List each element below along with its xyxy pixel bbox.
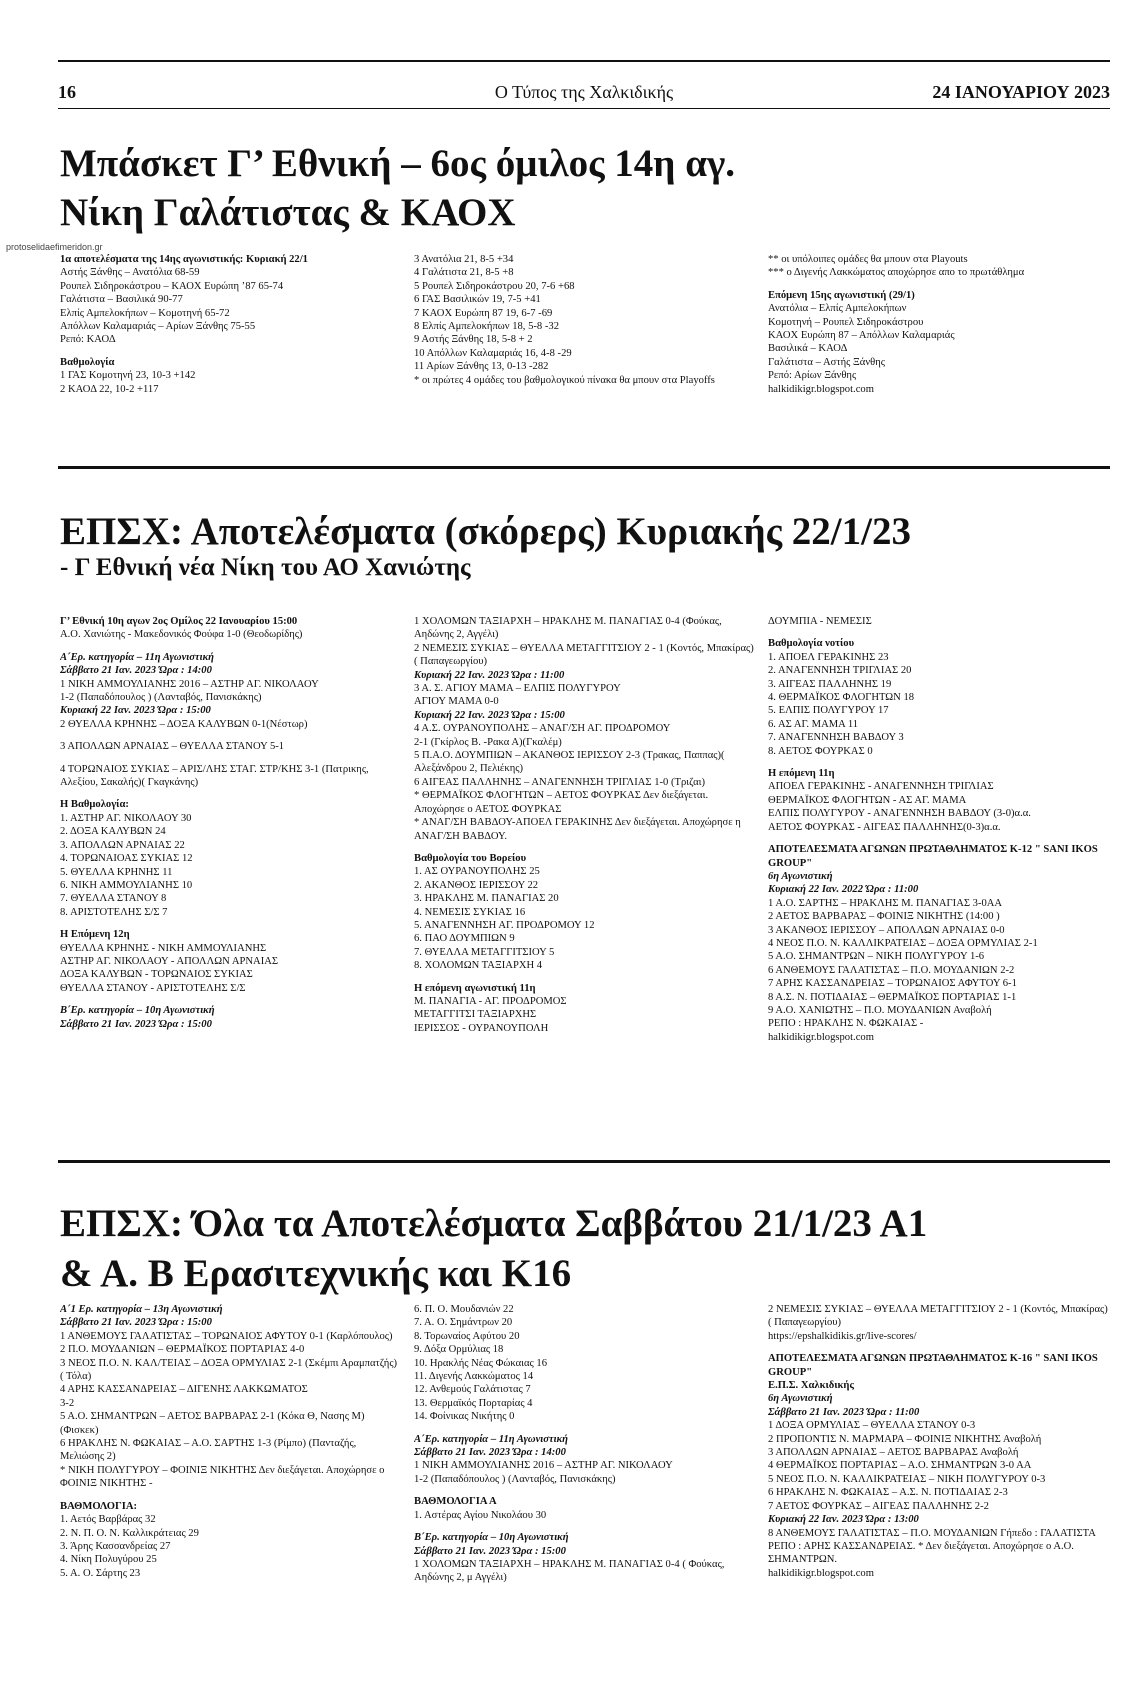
section1-title-line2: Νίκη Γαλάτιστας & ΚΑΟΧ	[60, 191, 516, 234]
column-line: 4. ΝΕΜΕΣΙΣ ΣΥΚΙΑΣ 16	[414, 906, 526, 918]
column-line: 6 ΑΙΓΕΑΣ ΠΑΛΛΗΝΗΣ – ΑΝΑΓΕΝΝΗΣΗ ΤΡΙΓΛΙΑΣ 1-0 (Τριζαι)	[414, 776, 706, 788]
column-heading: ΑΠΟΤΕΛΕΣΜΑΤΑ ΑΓΩΝΩΝ ΠΡΩΤΑΘΛΗΜΑΤΟΣ Κ-12 " SANI IKOS GROUP"	[768, 844, 1098, 869]
column-line: 8. Τορωναίος Αφύτου 20	[414, 1330, 520, 1342]
column-line: 1 ΝΙΚΗ ΑΜΜΟΥΛΙΑΝΗΣ 2016 – ΑΣΤΗΡ ΑΓ. ΝΙΚΟΛΑΟΥ	[414, 1460, 673, 1472]
column-line: 1. ΑΣ ΟΥΡΑΝΟΥΠΟΛΗΣ 25	[414, 866, 540, 878]
column-line: 8 Ελπίς Αμπελοκήπων 18, 5-8 -32	[414, 321, 559, 333]
spacer	[60, 995, 400, 1004]
column-heading: Σάββατο 21 Ιαν. 2023 Ώρα : 15:00	[60, 1317, 212, 1329]
column-line: halkidikigr.blogspot.com	[768, 1567, 874, 1579]
spacer	[768, 628, 1108, 637]
section2-title: ΕΠΣΧ: Αποτελέσματα (σκόρερς) Κυριακής 22/1/23	[60, 510, 911, 553]
column-line: Α.Ο. Χανιώτης - Μακεδονικός Φούφα 1-0 (Θεοδωρίδης)	[60, 629, 303, 641]
column-line: 2 ΘΥΕΛΛΑ ΚΡΗΝΗΣ – ΔΟΞΑ ΚΑΛΥΒΩΝ 0-1(Νέστωρ)	[60, 718, 308, 730]
column-heading: Κυριακή 22 Ιαν. 2022 Ώρα : 11:00	[768, 884, 919, 896]
column-line: ΑΓΙΟΥ ΜΑΜΑ 0-0	[414, 696, 499, 708]
column-heading: Η επόμενη αγωνιστική 11η	[414, 982, 536, 994]
spacer	[60, 731, 400, 740]
column-line: ΔΟΥΜΠΙΑ - ΝΕΜΕΣΙΣ	[768, 616, 872, 627]
spacer	[414, 1424, 754, 1433]
column-line: 9 Αστής Ξάνθης 18, 5-8 + 2	[414, 334, 533, 346]
column-line: 2 ΠΡΟΠΟΝΤΙΣ Ν. ΜΑΡΜΑΡΑ – ΦΟΙΝΙΞ ΝΙΚΗΤΗΣ Αναβολή	[768, 1433, 1042, 1445]
column-line: 1 ΧΟΛΟΜΩΝ ΤΑΞΙΑΡΧΗ – ΗΡΑΚΛΗΣ Μ. ΠΑΝΑΓΙΑΣ 0-4 (Φούκας, Αηδώνης 2, Αγγέλι)	[414, 616, 722, 641]
column-heading: 6η Αγωνιστική	[768, 1393, 833, 1405]
column-heading: Επόμενη 15ης αγωνιστική (29/1)	[768, 289, 915, 301]
column-line: 7. ΘΥΕΛΛΑ ΣΤΑΝΟΥ 8	[60, 893, 167, 905]
column-line: Αστής Ξάνθης – Ανατόλια 68-59	[60, 267, 200, 279]
issue-date: 24 ΙΑΝΟΥΑΡΙΟΥ 2023	[932, 82, 1110, 102]
spacer	[60, 642, 400, 651]
column-line: 1. ΑΣΤΗΡ ΑΓ. ΝΙΚΟΛΑΟΥ 30	[60, 812, 192, 824]
watermark: protoselidaefimeridon.gr	[6, 242, 103, 252]
section2-col3	[768, 615, 1108, 1044]
column-heading: Κυριακή 22 Ιαν. 2023 Ώρα : 15:00	[60, 705, 211, 717]
column-line: 4 Γαλάτιστα 21, 8-5 +8	[414, 267, 514, 279]
column-heading: Β΄Ερ. κατηγορία – 10η Αγωνιστική	[60, 1005, 215, 1017]
spacer	[414, 1486, 754, 1495]
column-line: *** ο Διγενής Λακκώματος αποχώρησε απο το πρωτάθλημα	[768, 267, 1025, 279]
column-line: 14. Φοίνικας Νικήτης 0	[414, 1411, 515, 1423]
column-line: ΚΑΟΧ Ευρώπη 87 – Απόλλων Καλαμαριάς	[768, 330, 955, 342]
column-heading: Η επόμενη 11η	[768, 768, 835, 780]
column-line: 2. ΑΚΑΝΘΟΣ ΙΕΡΙΣΣΟΥ 22	[414, 879, 539, 891]
column-line: 1 ΑΝΘΕΜΟΥΣ ΓΑΛΑΤΙΣΤΑΣ – ΤΟΡΩΝΑΙΟΣ ΑΦΥΤΟΥ 0-1 (Καρλόπουλος)	[60, 1330, 393, 1342]
column-line: 10. Ηρακλής Νέας Φώκαιας 16	[414, 1357, 547, 1369]
column-line: * ΘΕΡΜΑΪΚΟΣ ΦΛΟΓΗΤΩΝ – ΑΕΤΟΣ ΦΟΥΡΚΑΣ Δεν διεξάγεται. Αποχώρησε ο ΑΕΤΟΣ ΦΟΥΡΚΑΣ	[414, 790, 709, 815]
section3-col2	[414, 1303, 754, 1585]
spacer	[60, 754, 400, 763]
column-line: 3 Ανατόλια 21, 8-5 +34	[414, 254, 514, 265]
column-heading: Η Επόμενη 12η	[60, 929, 130, 941]
column-line: Γαλάτιστα – Βασιλικά 90-77	[60, 294, 183, 306]
column-line: ΕΛΠΙΣ ΠΟΛΥΓΥΡΟΥ - ΑΝΑΓΕΝΝΗΣΗ ΒΑΒΔΟΥ (3-0)α.α.	[768, 808, 1031, 820]
column-line: 5. ΘΥΕΛΛΑ ΚΡΗΝΗΣ 11	[60, 866, 173, 878]
header-rule	[58, 108, 1110, 109]
column-line: 3 ΑΚΑΝΘΟΣ ΙΕΡΙΣΣΟΥ – ΑΠΟΛΛΩΝ ΑΡΝΑΙΑΣ 0-0	[768, 924, 1005, 936]
column-line: 1 ΓΑΣ Κομοτηνή 23, 10-3 +142	[60, 370, 196, 382]
section2-rule	[58, 1160, 1110, 1163]
column-line: ΙΕΡΙΣΣΟΣ - ΟΥΡΑΝΟΥΠΟΛΗ	[414, 1022, 549, 1034]
column-line: ** οι υπόλοιπες ομάδες θα μπουν στα Playouts	[768, 254, 968, 265]
column-line: 6. ΝΙΚΗ ΑΜΜΟΥΛΙΑΝΗΣ 10	[60, 879, 193, 891]
section1-col3	[768, 253, 1108, 396]
section1-col2	[414, 253, 754, 387]
column-heading: Σάββατο 21 Ιαν. 2023 Ώρα : 15:00	[60, 1018, 212, 1030]
column-line: ΑΣΤΗΡ ΑΓ. ΝΙΚΟΛΑΟΥ - ΑΠΟΛΛΩΝ ΑΡΝΑΙΑΣ	[60, 955, 279, 967]
section3-title-line2: & Α. Β Ερασιτεχνικής και Κ16	[60, 1252, 572, 1295]
column-line: 6 ΗΡΑΚΛΗΣ Ν. ΦΩΚΑΙΑΣ – Α.Σ. Ν. ΠΟΤΙΔΑΙΑΣ 2-3	[768, 1487, 1008, 1499]
column-line: * ΝΙΚΗ ΠΟΛΥΓΥΡΟΥ – ΦΟΙΝΙΞ ΝΙΚΗΤΗΣ Δεν διεξάγεται. Αποχώρησε ο ΦΟΙΝΙΞ ΝΙΚΗΤΗΣ -	[60, 1464, 385, 1490]
top-rule	[58, 60, 1110, 62]
column-line: 4 Α.Σ. ΟΥΡΑΝΟΥΠΟΛΗΣ – ΑΝΑΓ/ΣΗ ΑΓ. ΠΡΟΔΡΟΜΟΥ	[414, 723, 671, 735]
column-line: 13. Θερμαϊκός Πορταρίας 4	[414, 1397, 533, 1409]
column-line: 4 ΝΕΟΣ Π.Ο. Ν. ΚΑΛΛΙΚΡΑΤΕΙΑΣ – ΔΟΞΑ ΟΡΜΥΛΙΑΣ 2-1	[768, 937, 1038, 949]
column-line: ΡΕΠΟ : ΑΡΗΣ ΚΑΣΣΑΝΔΡΕΙΑΣ. * Δεν διεξάγεται. Αποχώρησε ο Α.Ο. ΣΗΜΑΝΤΡΩΝ.	[768, 1540, 1074, 1566]
column-line: 4. Νίκη Πολυγύρου 25	[60, 1554, 157, 1566]
column-line: Ελπίς Αμπελοκήπων – Κομοτηνή 65-72	[60, 307, 230, 319]
column-line: 1 ΧΟΛΟΜΩΝ ΤΑΞΙΑΡΧΗ – ΗΡΑΚΛΗΣ Μ. ΠΑΝΑΓΙΑΣ 0-4 ( Φούκας, Αηδώνης 2, μ Αγγέλι)	[414, 1558, 725, 1584]
column-line: 2-1 (Γκίρλος Β. -Ρακα Α)(Γκαλέμ)	[414, 736, 562, 748]
column-line: Απόλλων Καλαμαριάς – Αρίων Ξάνθης 75-55	[60, 321, 256, 333]
column-line: 4 ΤΟΡΩΝΑΙΟΣ ΣΥΚΙΑΣ – ΑΡΙΣ/ΛΗΣ ΣΤΑΓ. ΣΤΡ/ΚΗΣ 3-1 (Πατρικης, Αλεξίου, Σακαλής)( Γκαγκάνης)	[60, 763, 369, 789]
column-line: 2. Ν. Π. Ο. Ν. Καλλικράτειας 29	[60, 1527, 199, 1539]
column-line: halkidikigr.blogspot.com	[768, 1031, 874, 1043]
column-heading: Σάββατο 21 Ιαν. 2023 Ώρα : 11:00	[768, 1406, 920, 1418]
column-line: Ρουπελ Σιδηροκάστρου – ΚΑΟΧ Ευρώπη ’87 65-74	[60, 280, 284, 292]
column-line: 7 ΑΡΗΣ ΚΑΣΣΑΝΔΡΕΙΑΣ – ΤΟΡΩΝΑΙΟΣ ΑΦΥΤΟΥ 6-1	[768, 978, 1017, 990]
column-heading: Η Βαθμολογία:	[60, 799, 129, 811]
column-line: Κομοτηνή – Ρουπελ Σιδηροκάστρου	[768, 316, 924, 328]
column-heading: Σάββατο 21 Ιαν. 2023 Ώρα : 15:00	[414, 1545, 566, 1557]
column-line: 4. ΤΟΡΩΝΑΙΟΑΣ ΣΥΚΙΑΣ 12	[60, 853, 193, 865]
column-heading: ΒΑΘΜΟΛΟΓΙΑ Α	[414, 1496, 497, 1508]
column-line: 3 ΝΕΟΣ Π.Ο. Ν. ΚΑΛ/ΤΕΙΑΣ – ΔΟΞΑ ΟΡΜΥΛΙΑΣ 2-1 (Σκέμπι Αραμπατζής) ( Τόλα)	[60, 1357, 398, 1383]
spacer	[768, 758, 1108, 767]
column-heading: Βαθμολογία νοτίου	[768, 638, 855, 650]
column-line: https://epshalkidikis.gr/live-scores/	[768, 1330, 917, 1342]
column-line: ΘΕΡΜΑΪΚΟΣ ΦΛΟΓΗΤΩΝ - ΑΣ ΑΓ. ΜΑΜΑ	[768, 794, 967, 806]
column-heading: Α΄Ερ. κατηγορία – 11η Αγωνιστική	[414, 1433, 568, 1445]
column-line: halkidikigr.blogspot.com	[768, 383, 874, 395]
section1-col1	[60, 253, 400, 396]
column-heading: 6η Αγωνιστική	[768, 870, 833, 882]
spacer	[768, 1343, 1108, 1352]
column-line: ΑΕΤΟΣ ΦΟΥΡΚΑΣ - ΑΙΓΕΑΣ ΠΑΛΛΗΝΗΣ(0-3)α.α.	[768, 821, 1001, 833]
column-line: 11. Διγενής Λακκώματος 14	[414, 1371, 534, 1383]
page-header	[58, 82, 1110, 106]
column-line: 7. ΘΥΕΛΛΑ ΜΕΤΑΓΓΙΤΣΙΟΥ 5	[414, 946, 555, 958]
column-line: Βασιλικά – ΚΑΟΔ	[768, 343, 848, 355]
column-line: Γαλάτιστα – Αστής Ξάνθης	[768, 356, 885, 368]
section2-col2	[414, 615, 754, 1035]
spacer	[60, 919, 400, 928]
column-heading: Βαθμολογία του Βορείου	[414, 852, 527, 864]
section3-col3	[768, 1303, 1108, 1580]
column-line: 2. ΔΟΞΑ ΚΑΛΥΒΩΝ 24	[60, 826, 166, 838]
column-line: 2 ΝΕΜΕΣΙΣ ΣΥΚΙΑΣ – ΘΥΕΛΛΑ ΜΕΤΑΓΓΙΤΣΙΟΥ 2 - 1 (Κοντός, Μπακίρας) ( Παπαγεωργίου)	[414, 642, 754, 668]
column-line: 3-2	[60, 1397, 75, 1409]
column-line: 1 ΝΙΚΗ ΑΜΜΟΥΛΙΑΝΗΣ 2016 – ΑΣΤΗΡ ΑΓ. ΝΙΚΟΛΑΟΥ	[60, 678, 319, 690]
column-line: 3 ΑΠΟΛΛΩΝ ΑΡΝΑΙΑΣ – ΘΥΕΛΛΑ ΣΤΑΝΟΥ 5-1	[60, 741, 285, 753]
column-line: 2 ΑΕΤΟΣ ΒΑΡΒΑΡΑΣ – ΦΟΙΝΙΞ ΝΙΚΗΤΗΣ (14:00 )	[768, 911, 1000, 923]
spacer	[768, 280, 1108, 289]
column-line: 4. ΘΕΡΜΑΪΚΟΣ ΦΛΟΓΗΤΩΝ 18	[768, 692, 915, 704]
column-line: 9 Α.Ο. ΧΑΝΙΩΤΗΣ – Π.Ο. ΜΟΥΔΑΝΙΩΝ Αναβολή	[768, 1004, 992, 1016]
column-line: Μ. ΠΑΝΑΓΙΑ - ΑΓ. ΠΡΟΔΡΟΜΟΣ	[414, 995, 567, 1007]
column-heading: ΒΑΘΜΟΛΟΓΙΑ:	[60, 1500, 138, 1512]
section3-col1	[60, 1303, 400, 1580]
section2-col1	[60, 615, 400, 1031]
column-line: 5 Π.Α.Ο. ΔΟΥΜΠΙΩΝ – ΑΚΑΝΘΟΣ ΙΕΡΙΣΣΟΥ 2-3 (Τρακας, Παππας)( Αλεξάνδρου 2, Πελιέκης)	[414, 750, 725, 775]
column-line: 7 ΑΕΤΟΣ ΦΟΥΡΚΑΣ – ΑΙΓΕΑΣ ΠΑΛΛΗΝΗΣ 2-2	[768, 1500, 989, 1512]
column-line: 2 Π.Ο. ΜΟΥΔΑΝΙΩΝ – ΘΕΡΜΑΪΚΟΣ ΠΟΡΤΑΡΙΑΣ 4-0	[60, 1344, 305, 1356]
column-line: 3. ΑΙΓΕΑΣ ΠΑΛΛΗΝΗΣ 19	[768, 678, 892, 690]
column-line: Ρεπό: Αρίων Ξάνθης	[768, 370, 857, 382]
column-heading: Κυριακή 22 Ιαν. 2023 Ώρα : 13:00	[768, 1514, 919, 1526]
column-line: 5 ΝΕΟΣ Π.Ο. Ν. ΚΑΛΛΙΚΡΑΤΕΙΑΣ – ΝΙΚΗ ΠΟΛΥΓΥΡΟΥ 0-3	[768, 1473, 1046, 1485]
section1-rule	[58, 466, 1110, 469]
column-line: 3 ΑΠΟΛΛΩΝ ΑΡΝΑΙΑΣ – ΑΕΤΟΣ ΒΑΡΒΑΡΑΣ Αναβολή	[768, 1447, 1019, 1459]
column-heading: Κυριακή 22 Ιαν. 2023 Ώρα : 11:00	[414, 669, 565, 681]
column-heading: ΑΠΟΤΕΛΕΣΜΑΤΑ ΑΓΩΝΩΝ ΠΡΩΤΑΘΛΗΜΑΤΟΣ Κ-16 " SANI IKOS GROUP"	[768, 1353, 1098, 1378]
column-line: 1-2 (Παπαδόπουλος ) (Λανταβός, Πανισκάκης)	[414, 1473, 616, 1485]
column-line: * ΑΝΑΓ/ΣΗ ΒΑΒΔΟΥ-ΑΠΟΕΛ ΓΕΡΑΚΙΝΗΣ Δεν διεξάγεται. Αποχώρησε η ΑΝΑΓ/ΣΗ ΒΑΒΔΟΥ.	[414, 817, 741, 842]
column-line: 1-2 (Παπαδόπουλος ) (Λανταβός, Πανισκάκης)	[60, 692, 262, 704]
column-heading: Βαθμολογία	[60, 356, 115, 368]
column-line: 1 ΔΟΞΑ ΟΡΜΥΛΙΑΣ – ΘΥΕΛΛΑ ΣΤΑΝΟΥ 0-3	[768, 1420, 976, 1432]
newspaper-name: Ο Τύπος της Χαλκιδικής	[494, 82, 674, 102]
column-line: ΡΕΠΟ : ΗΡΑΚΛΗΣ Ν. ΦΩΚΑΙΑΣ -	[768, 1018, 924, 1030]
column-line: 4 ΘΕΡΜΑΪΚΟΣ ΠΟΡΤΑΡΙΑΣ – Α.Ο. ΣΗΜΑΝΤΡΩΝ 3-0 ΑΑ	[768, 1460, 1032, 1472]
column-line: 7. ΑΝΑΓΕΝΝΗΣΗ ΒΑΒΔΟΥ 3	[768, 732, 904, 744]
column-heading: Β΄Ερ. κατηγορία – 10η Αγωνιστική	[414, 1532, 569, 1544]
column-line: 6. ΑΣ ΑΓ. ΜΑΜΑ 11	[768, 718, 859, 730]
section2-subtitle: - Γ Εθνική νέα Νίκη του ΑΟ Χανιώτης	[60, 554, 471, 581]
column-line: 7. Α. Ο. Σημάντρων 20	[414, 1317, 513, 1329]
column-line: 7 ΚΑΟΧ Ευρώπη 87 19, 6-7 -69	[414, 307, 553, 319]
column-line: 5. Α. Ο. Σάρτης 23	[60, 1567, 141, 1579]
column-line: 2 ΚΑΟΔ 22, 10-2 +117	[60, 383, 159, 395]
spacer	[768, 834, 1108, 843]
column-line: 9. Δόξα Ορμύλιας 18	[414, 1344, 504, 1356]
column-line: 2. ΑΝΑΓΕΝΝΗΣΗ ΤΡΙΓΛΙΑΣ 20	[768, 665, 912, 677]
column-line: 1. ΑΠΟΕΛ ΓΕΡΑΚΙΝΗΣ 23	[768, 651, 889, 663]
column-line: 10 Απόλλων Καλαμαριάς 16, 4-8 -29	[414, 347, 572, 359]
column-line: 8. ΑΕΤΟΣ ΦΟΥΡΚΑΣ 0	[768, 745, 873, 757]
column-heading: Ε.Π.Σ. Χαλκιδικής	[768, 1380, 854, 1392]
column-line: Ανατόλια – Ελπίς Αμπελοκήπων	[768, 303, 907, 315]
column-line: 5. ΕΛΠΙΣ ΠΟΛΥΓΥΡΟΥ 17	[768, 705, 889, 717]
spacer	[60, 1491, 400, 1500]
column-line: * οι πρώτες 4 ομάδες του βαθμολογικού πίνακα θα μπουν στα Playoffs	[414, 374, 715, 386]
column-line: 4 ΑΡΗΣ ΚΑΣΣΑΝΔΡΕΙΑΣ – ΔΙΓΕΝΗΣ ΛΑΚΚΩΜΑΤΟΣ	[60, 1384, 308, 1396]
column-line: Ρεπό: ΚΑΟΔ	[60, 334, 116, 346]
column-heading: Α΄Ερ. κατηγορία – 11η Αγωνιστική	[60, 651, 214, 663]
column-line: 5. ΑΝΑΓΕΝΝΗΣΗ ΑΓ. ΠΡΟΔΡΟΜΟΥ 12	[414, 919, 595, 931]
spacer	[60, 789, 400, 798]
column-line: ΔΟΞΑ ΚΑΛΥΒΩΝ - ΤΟΡΩΝΑΙΟΣ ΣΥΚΙΑΣ	[60, 969, 253, 981]
column-heading: 1α αποτελέσματα της 14ης αγωνιστικής: Κυριακή 22/1	[60, 254, 308, 265]
spacer	[414, 843, 754, 852]
section1-title-line1: Μπάσκετ Γ’ Εθνική – 6ος όμιλος 14η αγ.	[60, 142, 735, 185]
column-line: 5 Α.Ο. ΣΗΜΑΝΤΡΩΝ – ΝΙΚΗ ΠΟΛΥΓΥΡΟΥ 1-6	[768, 951, 985, 963]
column-line: 11 Αρίων Ξάνθης 13, 0-13 -282	[414, 361, 549, 373]
column-heading: Σάββατο 21 Ιαν. 2023 Ώρα : 14:00	[60, 665, 212, 677]
column-heading: Κυριακή 22 Ιαν. 2023 Ώρα : 15:00	[414, 709, 565, 721]
column-line: 3 Α. Σ. ΑΓΙΟΥ ΜΑΜΑ – ΕΛΠΙΣ ΠΟΛΥΓΥΡΟΥ	[414, 683, 621, 695]
section3-title-line1: ΕΠΣΧ: Όλα τα Αποτελέσματα Σαββάτου 21/1/23 Α1	[60, 1202, 928, 1245]
column-heading: Σάββατο 21 Ιαν. 2023 Ώρα : 14:00	[414, 1447, 566, 1459]
column-line: 6 ΗΡΑΚΛΗΣ Ν. ΦΩΚΑΙΑΣ – Α.Ο. ΣΑΡΤΗΣ 1-3 (Ρίμπο) (Πανταζής, Μελιώσης 2)	[60, 1438, 357, 1463]
column-line: 6 ΓΑΣ Βασιλικών 19, 7-5 +41	[414, 294, 541, 306]
page-number: 16	[58, 82, 76, 102]
column-line: 8 Α.Σ. Ν. ΠΟΤΙΔΑΙΑΣ – ΘΕΡΜΑΪΚΟΣ ΠΟΡΤΑΡΙΑΣ 1-1	[768, 991, 1017, 1003]
column-line: 3. Άρης Κασσανδρείας 27	[60, 1540, 171, 1552]
column-line: 12. Ανθεμούς Γαλάτιστας 7	[414, 1384, 531, 1396]
spacer	[414, 1522, 754, 1531]
column-line: 1. Αστέρας Αγίου Νικολάου 30	[414, 1509, 547, 1521]
column-line: 8 ΑΝΘΕΜΟΥΣ ΓΑΛΑΤΙΣΤΑΣ – Π.Ο. ΜΟΥΔΑΝΙΩΝ Γήπεδο : ΓΑΛΑΤΙΣΤΑ	[768, 1527, 1096, 1539]
column-line: 1 Α.Ο. ΣΑΡΤΗΣ – ΗΡΑΚΛΗΣ Μ. ΠΑΝΑΓΙΑΣ 3-0ΑΑ	[768, 897, 1003, 909]
column-line: 2 ΝΕΜΕΣΙΣ ΣΥΚΙΑΣ – ΘΥΕΛΛΑ ΜΕΤΑΓΓΙΤΣΙΟΥ 2 - 1 (Κοντός, Μπακίρας) ( Παπαγεωργίου)	[768, 1304, 1108, 1329]
spacer	[60, 347, 400, 356]
column-line: 6. Π. Ο. Μουδανιών 22	[414, 1304, 514, 1315]
column-line: 6 ΑΝΘΕΜΟΥΣ ΓΑΛΑΤΙΣΤΑΣ – Π.Ο. ΜΟΥΔΑΝΙΩΝ 2-2	[768, 964, 1015, 976]
column-line: ΘΥΕΛΛΑ ΚΡΗΝΗΣ - ΝΙΚΗ ΑΜΜΟΥΛΙΑΝΗΣ	[60, 942, 267, 954]
column-line: ΘΥΕΛΛΑ ΣΤΑΝΟΥ - ΑΡΙΣΤΟΤΕΛΗΣ Σ/Σ	[60, 982, 246, 994]
column-line: 3. ΑΠΟΛΛΩΝ ΑΡΝΑΙΑΣ 22	[60, 839, 185, 851]
column-line: 6. ΠΑΟ ΔΟΥΜΠΙΩΝ 9	[414, 933, 515, 945]
column-line: 1. Αετός Βαρβάρας 32	[60, 1514, 156, 1526]
column-line: 3. ΗΡΑΚΛΗΣ Μ. ΠΑΝΑΓΙΑΣ 20	[414, 893, 559, 905]
column-line: 5 Α.Ο. ΣΗΜΑΝΤΡΩΝ – ΑΕΤΟΣ ΒΑΡΒΑΡΑΣ 2-1 (Κόκα Θ, Νασης Μ) (Φισκεκ)	[60, 1411, 365, 1436]
column-line: 8. ΧΟΛΟΜΩΝ ΤΑΞΙΑΡΧΗ 4	[414, 960, 543, 972]
column-heading: Α΄1 Ερ. κατηγορία – 13η Αγωνιστική	[60, 1304, 223, 1315]
column-line: ΑΠΟΕΛ ΓΕΡΑΚΙΝΗΣ - ΑΝΑΓΕΝΝΗΣΗ ΤΡΙΓΛΙΑΣ	[768, 781, 994, 793]
column-line: 5 Ρουπελ Σιδηροκάστρου 20, 7-6 +68	[414, 280, 575, 292]
column-heading: Γ’ Εθνική 10η αγων 2ος Ομίλος 22 Ιανουαρίου 15:00	[60, 616, 298, 627]
column-line: ΜΕΤΑΓΓΙΤΣΙ ΤΑΞΙΑΡΧΗΣ	[414, 1009, 537, 1021]
column-line: 8. ΑΡΙΣΤΟΤΕΛΗΣ Σ/Σ 7	[60, 906, 168, 918]
spacer	[414, 973, 754, 982]
